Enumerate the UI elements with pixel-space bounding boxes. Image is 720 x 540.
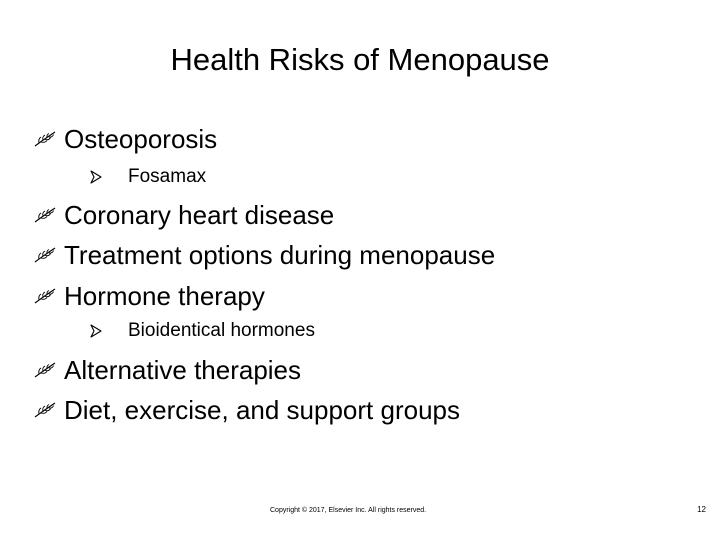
bullet-text: Hormone therapy bbox=[64, 281, 265, 311]
bullet-text: Fosamax bbox=[128, 166, 207, 187]
bullet-text: Diet, exercise, and support groups bbox=[64, 395, 460, 425]
copyright-notice: Copyright © 2017, Elsevier Inc. All rights reserved. bbox=[270, 507, 427, 514]
page-number: 12 bbox=[697, 505, 706, 514]
slide-title: Health Risks of Menopause bbox=[170, 42, 550, 77]
fern-leaf-bullet-icon bbox=[34, 247, 56, 263]
fern-leaf-bullet-icon bbox=[34, 402, 56, 418]
fern-leaf-bullet-icon bbox=[34, 288, 56, 304]
bullet-text: Bioidentical hormones bbox=[128, 320, 315, 341]
fern-leaf-bullet-icon bbox=[34, 207, 56, 223]
fern-leaf-bullet-icon bbox=[34, 131, 56, 147]
arrowhead-bullet-icon bbox=[90, 324, 102, 338]
arrowhead-bullet-icon bbox=[90, 170, 102, 184]
bullet-text: Treatment options during menopause bbox=[64, 240, 496, 270]
bullet-text: Osteoporosis bbox=[64, 124, 218, 154]
bullet-text: Coronary heart disease bbox=[64, 200, 335, 230]
fern-leaf-bullet-icon bbox=[34, 362, 56, 378]
bullet-text: Alternative therapies bbox=[64, 355, 302, 385]
